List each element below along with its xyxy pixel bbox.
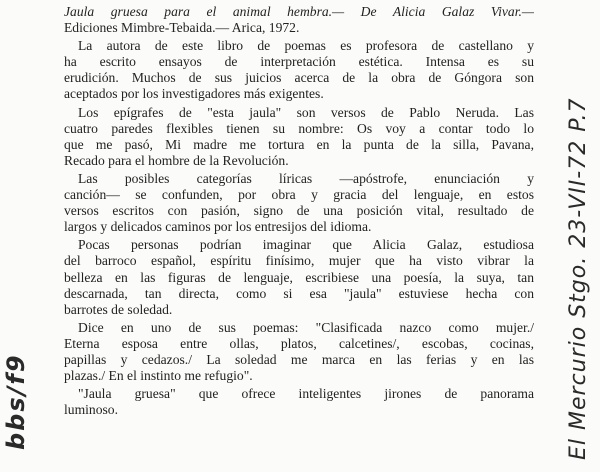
paragraph-line: Recado para el hombre de la Revolución. [64, 152, 289, 168]
paragraph-1 [64, 38, 534, 102]
paragraph-4 [64, 237, 534, 317]
paragraph-line: cuatro paredes flexibles tienen su nombre: Os voy a contar todo lo [64, 120, 534, 136]
paragraph-line: ha escrito ensayos de interpretación estética. Intensa es su [64, 54, 534, 70]
paragraph-line: aceptados por los investigadores más exigentes. [64, 86, 324, 102]
paragraph-line: erudición. Muchos de sus juicios acerca de la obra de Góngora son [64, 70, 534, 86]
paragraph-line: Dice en uno de sus poemas: "Clasificada nazco como mujer./ [78, 319, 534, 335]
handwritten-catalog-note: bbs/f9 [2, 353, 30, 450]
paragraph-line: luminoso. [64, 402, 119, 418]
paragraph-line: que me pasó, Mi madre me tortura en la punta de la silla, Pavana, [64, 136, 534, 152]
paragraph-line: Eterna esposa entre ollas, platos, calcetines/, escobas, cocinas, [64, 335, 534, 351]
paragraph-5 [64, 320, 534, 384]
paragraph-line: barrotes de soledad. [64, 301, 173, 317]
paragraph-3 [64, 171, 534, 235]
handwritten-source-note: El Mercurio Stgo. 23-VII-72 P.7 [566, 97, 591, 460]
paragraph-line: largos y delicados caminos por los entresijos del idioma. [64, 219, 372, 235]
paragraph-line: Las posibles categorías líricas —apóstrofe, enunciación y [78, 170, 534, 186]
paragraph-2 [64, 105, 534, 169]
paragraph-line: descarnada, tan directa, como si esa "jaula" estuviese hecha con [64, 285, 534, 301]
paragraph-line: Pocas personas podrían imaginar que Alicia Galaz, estudiosa [78, 237, 534, 253]
paragraph-line: papillas y cedazos./ La soledad me marca en las ferias y en las [64, 351, 534, 367]
paragraph-line: La autora de este libro de poemas es profesora de castellano y [78, 38, 534, 54]
article-column [64, 4, 534, 418]
paragraph-line: canción— se confunden, por obra y gracia del lenguaje, en estos [64, 187, 534, 203]
paragraph-line: Los epígrafes de "esta jaula" son versos de Pablo Neruda. Las [78, 104, 534, 120]
book-title-line: Jaula gruesa para el animal hembra.— De Alicia Galaz Vivar.— [64, 4, 534, 19]
paragraph-line: plazas./ En el instinto me refugio". [64, 368, 253, 384]
paragraph-line: del barroco español, espíritu finísimo, mujer que ha visto vibrar la [64, 253, 534, 269]
paragraph-line: versos escritos con pasión, signo de una posición vital, resultado de [64, 203, 534, 219]
paragraph-line: belleza en las figuras de lenguaje, escribiese una poesía, la suya, tan [64, 269, 534, 285]
paragraph-line: "Jaula gruesa" que ofrece inteligentes jirones de panorama [78, 386, 534, 402]
book-publisher-line: Ediciones Mimbre-Tebaida.— Arica, 1972. [64, 20, 300, 36]
paragraph-6 [64, 386, 534, 418]
